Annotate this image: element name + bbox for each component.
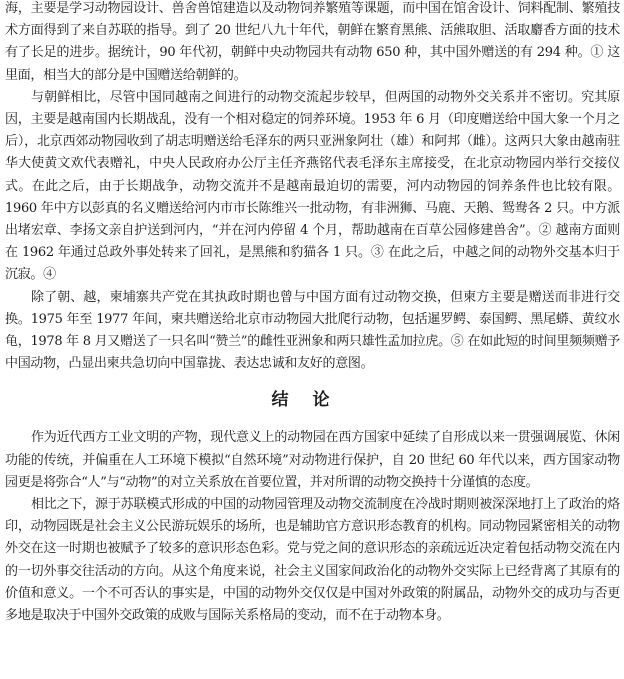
conclusion-paragraph-1: 作为近代西方工业文明的产物，现代意义上的动物园在西方国家中延续了自形成以来一贯强调展览、休闲功能的传统，并偏重在人工环境下模拟“自然环境”对动物进行保护，自 20 世纪 60 年代以来，西方国家动物园更是将弥合“人”与“动物”的对立关系放在首要位置，并对所谓的动物交换持十分谨慎的态度。 [5, 430, 620, 490]
body-paragraph-3: 除了朝、越，柬埔寨共产党在其执政时期也曾与中国方面有过动物交换，但柬方主要是赠送而非进行交换。1975 年至 1977 年间，柬共赠送给北京市动物园大批爬行动物，包括暹罗鳄、泰国鳄、黑尾蟒、黄纹水龟，1978 年 8 月又赠送了一只名叫“赞兰”的雌性亚洲象和两只雄性孟加拉虎。⑤ 在如此短的时间里频频赠予中国动物，凸显出柬共急切向中国靠拢、表达忠诚和友好的意图。 [5, 289, 620, 372]
body-paragraph-1: 海，主要是学习动物园设计、兽舍兽馆建造以及动物饲养繁殖等课题，而中国在馆舍设计、饲料配制、繁殖技术方面得到了来自苏联的指导。到了 20 世纪八九十年代，朝鲜在繁育黑熊、活熊取胆、活取麝香方面的技术有了长足的进步。据统计，90 年代初，朝鲜中央动物园共有动物 650 种，其中国外赠送的有 294 种。① 这里面，相当大的部分是中国赠送给朝鲜的。 [5, 1, 620, 83]
body-paragraph-2: 与朝鲜相比，尽管中国同越南之间进行的动物交流起步较早，但两国的动物外交关系并不密切。究其原因，主要是越南国内长期战乱，没有一个相对稳定的饲养环境。1953 年 6 月（印度赠送给中国大象一个月之后），北京西郊动物园收到了胡志明赠送给毛泽东的两只亚洲象阿壮（雄）和阿邦（雌）。这两只大象由越南驻华大使黄文欢代表赠礼，中央人民政府办公厅主任齐燕铭代表毛泽东主席接受，在北京动物园内举行交接仪式。在此之后，由于长期战争，动物交流并不是越南最迫切的需要，河内动物园的饲养条件也比较有限。1960 年中方以彭真的名义赠送给河内市市长陈维兴一批动物，有非洲狮、马鹿、天鹅、鸳鸯各 2 只。中方派出堵宏章、李扬文亲自护送到河内，“并在河内停留 4 个月，帮助越南在百草公园修建兽舍”。② 越南方面则在 1962 年通过总政外事处转来了回礼，是黑熊和豹猫各 1 只。③ 在此之后，中越之间的动物外交基本归于沉寂。④ [5, 89, 620, 283]
conclusion-paragraph-2: 相比之下，源于苏联模式形成的中国的动物园管理及动物交流制度在冷战时期则被深深地打上了政治的烙印，动物园既是社会主义公民游玩娱乐的场所，也是辅助官方意识形态教育的机构。同动物园紧密相关的动物外交在这一时期也被赋予了较多的意识形态色彩。党与党之间的意识形态的亲疏远近决定着包括动物交流在内的一切外事交往活动的方向。从这个角度来说，社会主义国家间政治化的动物外交实际上已经背离了其原有的价值和意义。一个不可否认的事实是，中国的动物外交仅仅是中国对外政策的附属品，动物外交的成功与否更多地是取决于中国外交政策的成败与国际关系格局的变动，而不在于动物本身。 [5, 497, 620, 624]
conclusion-heading: 结论 [271, 390, 354, 411]
